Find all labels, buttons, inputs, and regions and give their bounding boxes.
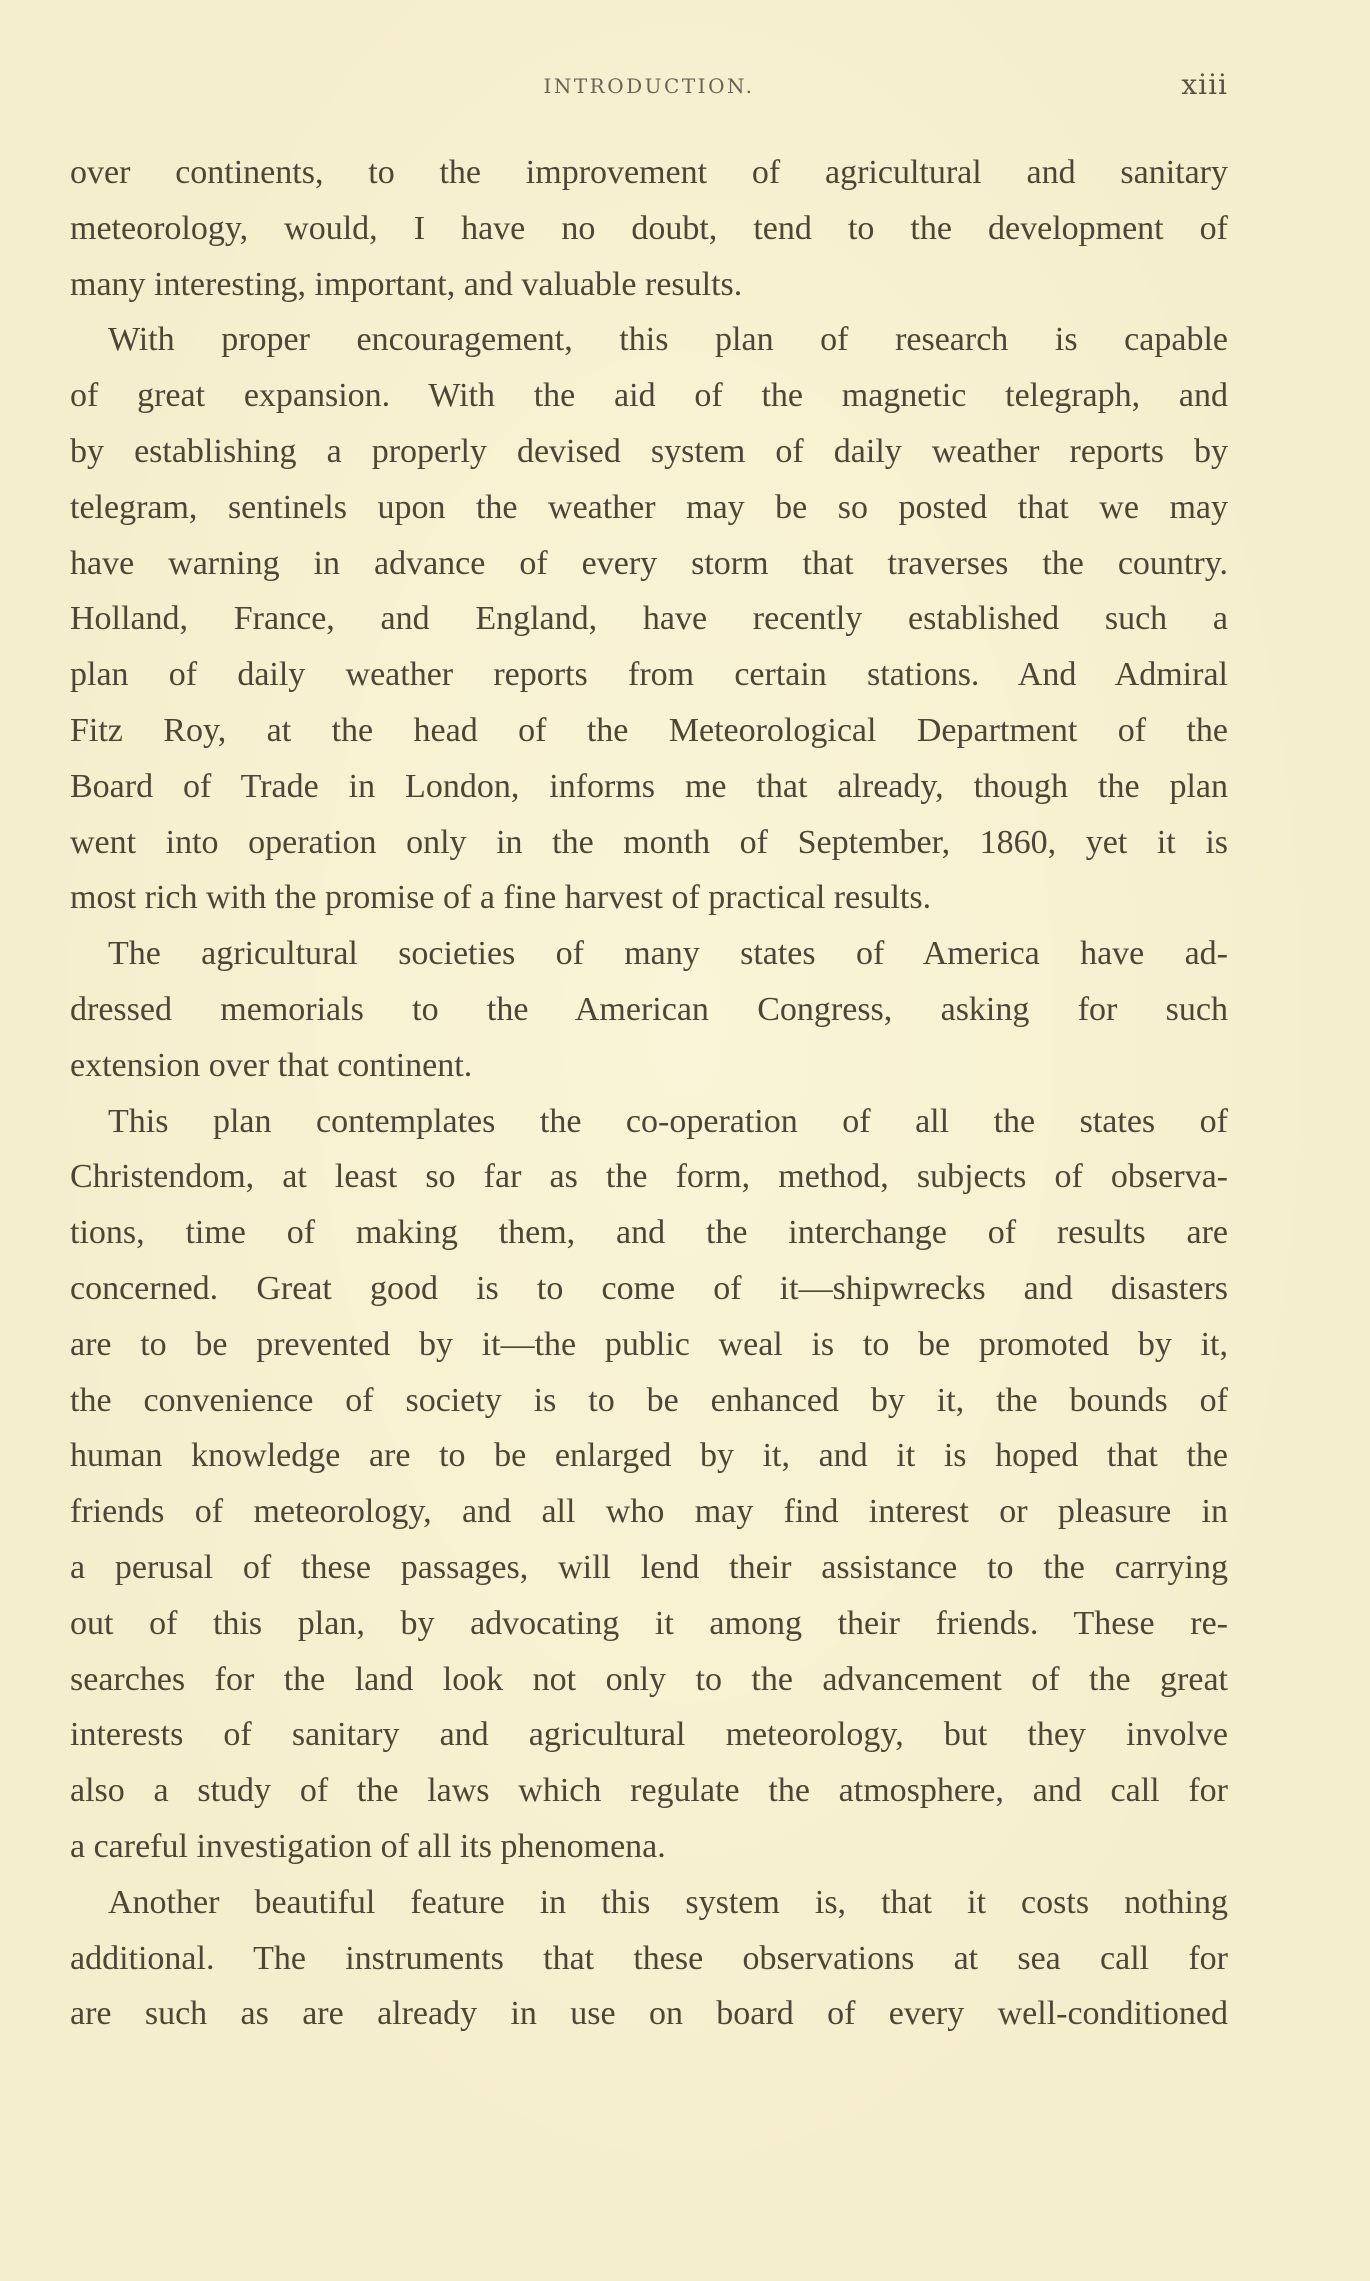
- text-line: Holland, France, and England, have recently established such a: [70, 600, 1228, 638]
- paragraph-5: [70, 1875, 1228, 2042]
- text-line: interests of sanitary and agricultural meteorology, but they involve: [70, 1716, 1228, 1754]
- text-line: meteorology, would, I have no doubt, tend to the development of: [70, 209, 1228, 247]
- text-line: telegram, sentinels upon the weather may be so posted that we may: [70, 488, 1228, 526]
- text-line: over continents, to the improvement of agricultural and sanitary: [70, 154, 1228, 191]
- paragraph-4: [70, 1094, 1228, 1875]
- paragraph-3: [70, 926, 1228, 1093]
- text-line: plan of daily weather reports from certain stations. And Admiral: [70, 656, 1228, 694]
- text-line: tions, time of making them, and the interchange of results are: [70, 1214, 1228, 1252]
- text-line: most rich with the promise of a fine harvest of practical results.: [70, 879, 932, 917]
- body-text: [70, 145, 1228, 2042]
- text-line: friends of meteorology, and all who may find interest or pleasure in: [70, 1493, 1228, 1531]
- text-line: concerned. Great good is to come of it—shipwrecks and disasters: [70, 1269, 1228, 1307]
- text-line: This plan contemplates the co-operation of all the states of: [108, 1102, 1228, 1140]
- text-line: are such as are already in use on board of every well-conditioned: [70, 1995, 1228, 2033]
- text-line: many interesting, important, and valuable results.: [70, 265, 743, 303]
- text-line: a careful investigation of all its phenomena.: [70, 1827, 666, 1865]
- text-line: Fitz Roy, at the head of the Meteorological Department of the: [70, 711, 1228, 749]
- text-line: are to be prevented by it—the public weal is to be promoted by it,: [70, 1325, 1228, 1363]
- text-line: by establishing a properly devised system of daily weather reports by: [70, 432, 1228, 470]
- text-line: Christendom, at least so far as the form, method, subjects of observa-: [70, 1158, 1228, 1196]
- text-line: Board of Trade in London, informs me that already, though the plan: [70, 767, 1228, 805]
- paragraph-1: [70, 145, 1228, 312]
- page-number: xiii: [1181, 68, 1228, 101]
- text-line: Another beautiful feature in this system is, that it costs nothing: [108, 1883, 1228, 1921]
- text-line: With proper encouragement, this plan of research is capable: [108, 321, 1228, 359]
- text-line: also a study of the laws which regulate the atmosphere, and call for: [70, 1772, 1228, 1810]
- text-line: additional. The instruments that these observations at sea call for: [70, 1939, 1228, 1977]
- text-line: a perusal of these passages, will lend their assistance to the carrying: [70, 1548, 1228, 1586]
- text-line: the convenience of society is to be enhanced by it, the bounds of: [70, 1381, 1228, 1419]
- text-line: human knowledge are to be enlarged by it, and it is hoped that the: [70, 1437, 1228, 1475]
- text-line: extension over that continent.: [70, 1046, 473, 1084]
- text-line: have warning in advance of every storm that traverses the country.: [70, 544, 1228, 582]
- text-line: went into operation only in the month of September, 1860, yet it is: [70, 823, 1228, 861]
- text-line: of great expansion. With the aid of the magnetic telegraph, and: [70, 377, 1228, 415]
- text-line: dressed memorials to the American Congress, asking for such: [70, 990, 1228, 1028]
- text-line: The agricultural societies of many states of America have ad-: [108, 935, 1228, 973]
- text-line: searches for the land look not only to the advancement of the great: [70, 1660, 1228, 1698]
- running-title: INTRODUCTION.: [543, 74, 755, 98]
- running-head: [70, 68, 1228, 108]
- paragraph-2: [70, 312, 1228, 926]
- text-line: out of this plan, by advocating it among their friends. These re-: [70, 1604, 1228, 1642]
